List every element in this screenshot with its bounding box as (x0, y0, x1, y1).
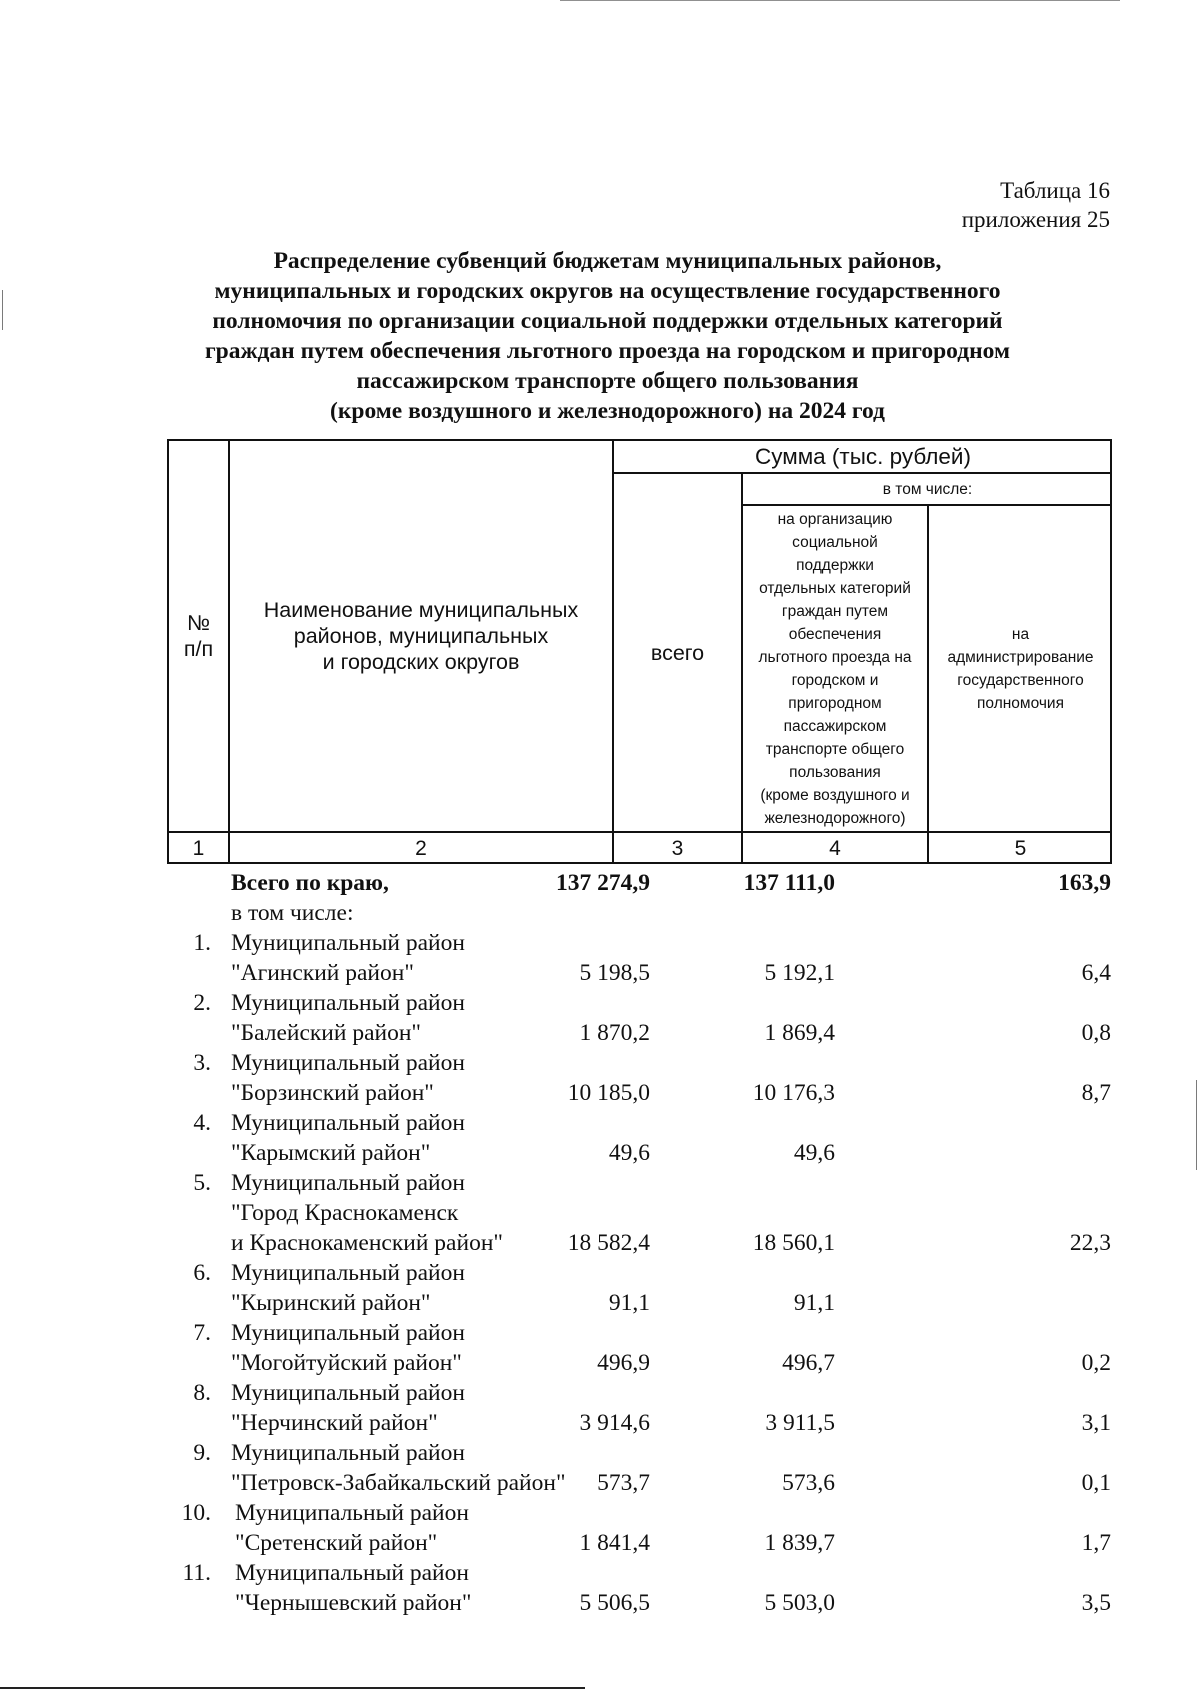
row-col5: 0,8 (1081, 1020, 1111, 1046)
header-name-line: и городских округов (322, 650, 520, 674)
header-col4-line: городском и (791, 671, 879, 689)
row-col5: 8,7 (1081, 1080, 1111, 1106)
column-number: 3 (671, 836, 684, 860)
row-col5: 3,5 (1081, 1590, 1111, 1616)
row-col4: 91,1 (793, 1290, 835, 1316)
header-col4-line: поддержки (796, 556, 874, 574)
header-col5 (929, 506, 1112, 831)
row-name (231, 1048, 601, 1108)
row-col5: 22,3 (1069, 1230, 1111, 1256)
header-sum: Сумма (тыс. рублей) (754, 443, 971, 469)
table-header (167, 439, 1112, 864)
row-name-line: Муниципальный район (231, 990, 465, 1016)
row-name-line: и Краснокаменский район" (231, 1230, 503, 1256)
header-col4-line: обеспечения (788, 625, 882, 643)
row-name-line: "Агинский район" (231, 960, 414, 986)
header-col4-line: пригородном (788, 694, 882, 712)
row-name-line: "Город Краснокаменск (231, 1200, 459, 1226)
row-name (231, 1168, 601, 1258)
title-line: граждан путем обеспечения льготного проезда на городском и пригородном (205, 338, 1010, 364)
row-total: 573,7 (597, 1470, 650, 1496)
row-name (231, 988, 601, 1048)
row-col4: 49,6 (793, 1140, 835, 1166)
row-name-line: "Нерчинский район" (231, 1410, 438, 1436)
row-col5: 1,7 (1081, 1530, 1111, 1556)
row-total: 10 185,0 (567, 1080, 650, 1106)
scan-border-left (2, 290, 3, 330)
row-total: 3 914,6 (579, 1410, 650, 1436)
title-line: (кроме воздушного и железнодорожного) на 2024 год (330, 398, 885, 424)
row-name-line: Муниципальный район (231, 1170, 465, 1196)
row-total: 1 841,4 (579, 1530, 650, 1556)
row-col4: 18 560,1 (752, 1230, 835, 1256)
header-total: всего (650, 640, 705, 665)
row-name (235, 1498, 605, 1558)
row-col4: 573,6 (782, 1470, 835, 1496)
header-col4-line: железнодорожного) (764, 809, 906, 827)
row-total: 91,1 (608, 1290, 650, 1316)
row-name-line: Муниципальный район (235, 1560, 469, 1586)
row-name-line: Муниципальный район (235, 1500, 469, 1526)
document-title (160, 246, 1055, 426)
scan-border-right (1196, 1080, 1197, 1170)
header-col4-line: льготного проезда на (758, 648, 912, 666)
summary-label: Всего по краю, (231, 870, 389, 896)
row-name (231, 1378, 601, 1438)
table-number: Таблица 16 (1000, 178, 1110, 203)
row-number: 2. (193, 990, 211, 1016)
table-reference (962, 176, 1110, 234)
row-col5: 0,1 (1081, 1470, 1111, 1496)
header-name-line: районов, муниципальных (293, 624, 549, 648)
header-col5-line: государственного (957, 671, 1084, 689)
row-number: 1. (193, 930, 211, 956)
row-name (235, 1558, 605, 1618)
row-col5: 6,4 (1081, 960, 1111, 986)
row-name-line: "Кыринский район" (231, 1290, 431, 1316)
row-number: 6. (193, 1260, 211, 1286)
row-name-line: Муниципальный район (231, 1050, 465, 1076)
row-name-line: "Карымский район" (231, 1140, 431, 1166)
scan-border-top (560, 0, 1120, 1)
appendix-number: приложения 25 (961, 207, 1110, 232)
header-col4-line: социальной (792, 533, 878, 551)
column-number: 4 (829, 836, 841, 860)
row-col4: 3 911,5 (765, 1410, 835, 1436)
row-name (231, 1108, 601, 1168)
row-total: 496,9 (597, 1350, 650, 1376)
title-line: пассажирском транспорте общего пользования (356, 368, 859, 394)
row-name-line: Муниципальный район (231, 1440, 465, 1466)
row-number: 9. (193, 1440, 211, 1466)
summary-col4: 137 111,0 (743, 870, 835, 896)
row-total: 49,6 (608, 1140, 650, 1166)
title-line: муниципальных и городских округов на осуществление государственного (214, 278, 1001, 304)
scan-border-bottom (0, 1687, 585, 1689)
column-number: 5 (1014, 836, 1027, 860)
header-col4-line: граждан путем (781, 602, 889, 620)
row-col4: 1 869,4 (764, 1020, 835, 1046)
row-number: 7. (193, 1320, 211, 1346)
row-total: 5 198,5 (579, 960, 650, 986)
header-no-line: № (186, 611, 211, 635)
row-name-line: "Сретенский район" (235, 1530, 438, 1556)
title-line: Распределение субвенций бюджетам муниципальных районов, (273, 248, 942, 274)
row-name-line: "Балейский район" (231, 1020, 422, 1046)
header-including: в том числе: (882, 480, 973, 498)
header-col4-line: пользования (789, 763, 881, 781)
row-name-line: "Чернышевский район" (235, 1590, 472, 1616)
row-number: 10. (181, 1500, 211, 1526)
row-number: 11. (182, 1560, 211, 1586)
row-name-line: "Могойтуйский район" (231, 1350, 462, 1376)
summary-total: 137 274,9 (556, 870, 650, 896)
row-col4: 496,7 (782, 1350, 835, 1376)
row-col5: 3,1 (1081, 1410, 1111, 1436)
row-name-line: Муниципальный район (231, 1320, 465, 1346)
row-name-line: "Борзинский район" (231, 1080, 434, 1106)
row-col4: 5 192,1 (764, 960, 835, 986)
row-col4: 1 839,7 (764, 1530, 835, 1556)
column-number: 2 (415, 836, 427, 860)
header-col4-line: пассажирском (783, 717, 887, 735)
row-name-line: Муниципальный район (231, 1380, 465, 1406)
row-number: 5. (193, 1170, 211, 1196)
header-col4-line: отдельных категорий (759, 579, 911, 597)
row-total: 5 506,5 (579, 1590, 650, 1616)
row-name-line: "Петровск-Забайкальский район" (231, 1470, 566, 1496)
header-col5-line: администрирование (947, 648, 1094, 666)
title-line: полномочия по организации социальной поддержки отдельных категорий (212, 308, 1003, 334)
header-col5-line: полномочия (977, 694, 1064, 712)
header-col4-line: транспорте общего (765, 740, 905, 758)
row-number: 8. (193, 1380, 211, 1406)
row-number: 3. (193, 1050, 211, 1076)
column-number: 1 (192, 836, 205, 860)
header-col4 (743, 506, 927, 831)
row-col4: 10 176,3 (752, 1080, 835, 1106)
row-name-line: Муниципальный район (231, 930, 465, 956)
row-total: 18 582,4 (567, 1230, 650, 1256)
header-col4-line: на организацию (777, 510, 893, 528)
summary-sub: в том числе: (231, 900, 354, 926)
row-col4: 5 503,0 (764, 1590, 835, 1616)
header-no (169, 441, 228, 831)
row-name (231, 928, 601, 988)
header-no-line: п/п (183, 637, 214, 661)
row-number: 4. (193, 1110, 211, 1136)
row-name (231, 1438, 601, 1498)
header-name-line: Наименование муниципальных (263, 598, 579, 622)
row-name (231, 1318, 601, 1378)
header-name (230, 441, 612, 831)
summary-col5: 163,9 (1058, 870, 1111, 896)
row-name-line: Муниципальный район (231, 1260, 465, 1286)
row-total: 1 870,2 (579, 1020, 650, 1046)
row-col5: 0,2 (1081, 1350, 1111, 1376)
header-col5-line: на (1011, 625, 1030, 643)
header-col4-line: (кроме воздушного и (760, 786, 910, 804)
row-name-line: Муниципальный район (231, 1110, 465, 1136)
row-name (231, 1258, 601, 1318)
